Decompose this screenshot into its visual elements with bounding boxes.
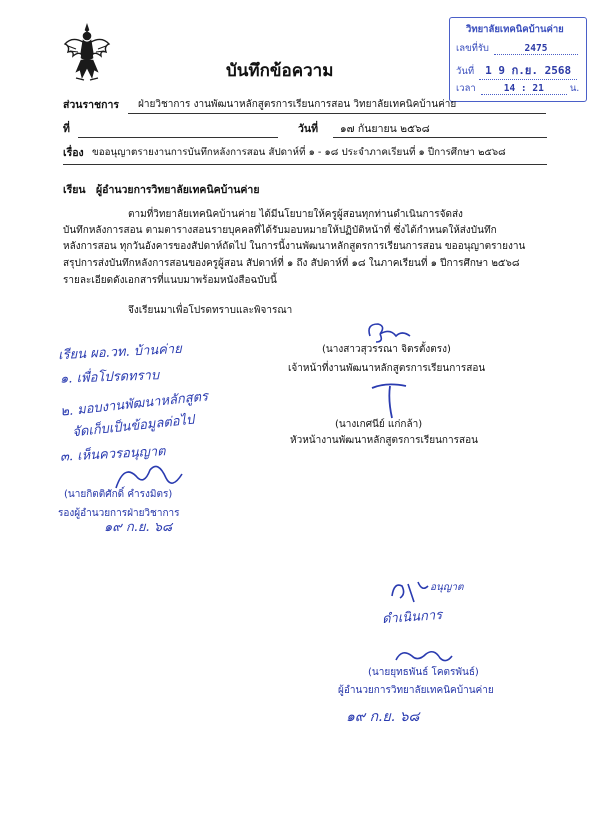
deputy-name: (นายกิตติศักดิ์ คำรงมิตร) [64, 489, 173, 500]
stamp-date-value: 1 9 ก.ย. 2568 [485, 64, 572, 77]
stamp-date-label: วันที่ [456, 66, 475, 77]
stamp-receipt-row [456, 41, 578, 56]
agency-label: ส่วนราชการ [63, 99, 120, 111]
body-line-3: หลังการสอน ทุกวันอังคารของสัปดาห์ถัดไป ในการนี้งานพัฒนาหลักสูตรการเรียนการสอน ขออนุญาตรายงาน [63, 241, 526, 252]
signature-2-name: (นางเกศนีย์ แก่กล้า) [335, 419, 423, 430]
receipt-stamp [449, 17, 587, 102]
page-title: บันทึกข้อความ [226, 61, 334, 81]
deputy-handwritten-date: ๑๙ ก.ย. ๖๘ [104, 520, 173, 535]
body-line-1: ตามที่วิทยาลัยเทคนิคบ้านค่าย ได้มีนโยบายให้ครูผู้สอนทุกท่านดำเนินการจัดส่ง [128, 209, 463, 220]
handwritten-note-line-3: ๒. มอบงานพัฒนาหลักสูตร [59, 389, 209, 420]
body-line-2: บันทึกหลังการสอน ตามตารางสอนรายบุคคลที่ได้รับมอบหมายให้ปฏิบัติหน้าที่ ซึ่งได้กำหนดให้ส่งบันทึก [63, 225, 497, 236]
agency-underline [128, 113, 546, 114]
to-value: ผู้อำนวยการวิทยาลัยเทคนิคบ้านค่าย [96, 184, 260, 196]
subject-underline [63, 164, 547, 165]
garuda-emblem [62, 22, 112, 84]
date-label: วันที่ [298, 123, 318, 135]
date-underline [333, 137, 547, 138]
to-label: เรียน [63, 184, 86, 196]
signature-1-name: (นางสาวสุวรรณา จิตรตั้งตรง) [322, 344, 451, 355]
body-line-4: สรุปการส่งบันทึกหลังการสอนของครูผู้สอน สัปดาห์ที่ ๑ ถึง สัปดาห์ที่ ๑๘ ในภาคเรียนที่ ๑ ปีการศึกษา ๒๕๖๘ [63, 258, 520, 269]
ref-underline [78, 137, 278, 138]
handwritten-note-line-2: ๑. เพื่อโปรดทราบ [59, 368, 160, 387]
stamp-time-row [456, 81, 579, 96]
director-note-1: อนุญาต [430, 582, 464, 593]
handwritten-note-line-4: จัดเก็บเป็นข้อมูลต่อไป [71, 412, 196, 441]
stamp-time-label: เวลา [456, 83, 476, 94]
stamp-time-suffix: น. [569, 83, 580, 94]
signature-2-scribble [366, 378, 416, 422]
director-position: ผู้อำนวยการวิทยาลัยเทคนิคบ้านค่าย [338, 685, 494, 696]
closing-line: จึงเรียนมาเพื่อโปรดทราบและพิจารณา [128, 305, 293, 316]
subject-label: เรื่อง [63, 147, 84, 159]
body-line-5: รายละเอียดดังเอกสารที่แนบมาพร้อมหนังสือฉบับนี้ [63, 275, 277, 286]
signature-1-position: เจ้าหน้าที่งานพัฒนาหลักสูตรการเรียนการสอน [288, 363, 486, 374]
date-value: ๑๗ กันยายน ๒๕๖๘ [340, 123, 430, 135]
signature-2-position: หัวหน้างานพัฒนาหลักสูตรการเรียนการสอน [290, 435, 478, 446]
director-name: (นายยุทธพันธ์ โคตรพันธ์) [368, 667, 479, 678]
agency-value: ฝ่ายวิชาการ งานพัฒนาหลักสูตรการเรียนการสอน วิทยาลัยเทคนิคบ้านค่าย [138, 99, 457, 110]
stamp-receipt-label: เลขที่รับ [456, 43, 489, 54]
director-handwritten-date: ๑๙ ก.ย. ๖๘ [346, 709, 420, 725]
deputy-position: รองผู้อำนวยการฝ่ายวิชาการ [58, 508, 180, 519]
ref-label: ที่ [63, 123, 70, 135]
handwritten-note-line-5: ๓. เห็นควรอนุญาต [59, 444, 166, 465]
subject-value: ขออนุญาตรายงานการบันทึกหลังการสอน สัปดาห์ที่ ๑ - ๑๘ ประจำภาคเรียนที่ ๑ ปีการศึกษา ๒๕๖๘ [92, 147, 506, 158]
handwritten-note-line-1: เรียน ผอ.วท. บ้านค่าย [57, 341, 183, 364]
stamp-time-value: 14 : 21 [503, 83, 544, 94]
stamp-date-row [456, 61, 577, 80]
director-initial-scribble [386, 576, 436, 606]
stamp-receipt-number: 2475 [524, 43, 548, 54]
director-note-2: ดำเนินการ [381, 607, 443, 628]
stamp-org: วิทยาลัยเทคนิคบ้านค่าย [466, 24, 564, 35]
